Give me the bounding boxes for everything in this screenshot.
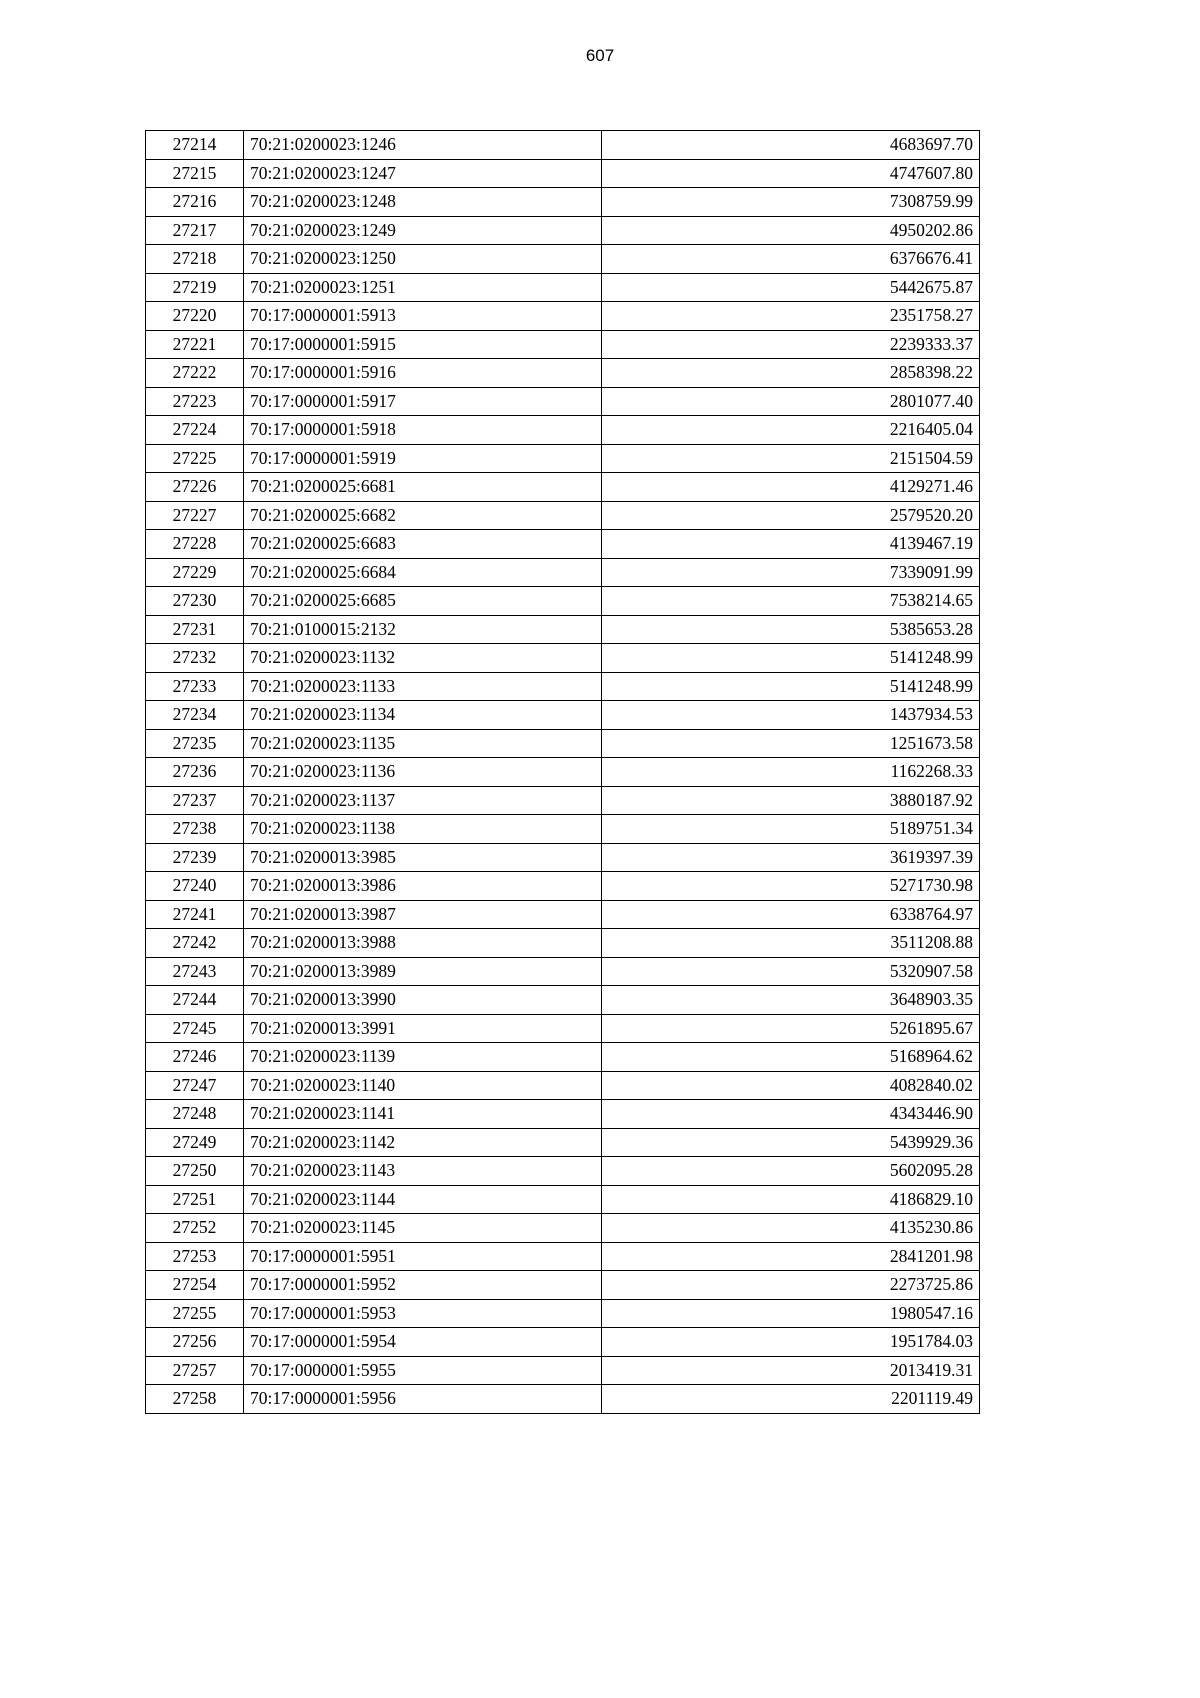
- table-row: [146, 216, 980, 245]
- row-value: 6338764.97: [602, 900, 980, 929]
- row-value: 3511208.88: [602, 929, 980, 958]
- row-value: 4683697.70: [602, 131, 980, 160]
- row-index: 27251: [146, 1185, 244, 1214]
- row-value: 4082840.02: [602, 1071, 980, 1100]
- table-row: [146, 273, 980, 302]
- row-index: 27216: [146, 188, 244, 217]
- table-row: [146, 1185, 980, 1214]
- table-row: [146, 957, 980, 986]
- row-code: 70:17:0000001:5918: [244, 416, 602, 445]
- row-index: 27236: [146, 758, 244, 787]
- table-row: [146, 900, 980, 929]
- row-index: 27225: [146, 444, 244, 473]
- row-code: 70:21:0200023:1140: [244, 1071, 602, 1100]
- row-index: 27249: [146, 1128, 244, 1157]
- data-table: [145, 130, 980, 1414]
- table-row: [146, 1128, 980, 1157]
- row-value: 4747607.80: [602, 159, 980, 188]
- table-row: [146, 359, 980, 388]
- row-index: 27250: [146, 1157, 244, 1186]
- row-index: 27223: [146, 387, 244, 416]
- row-value: 1162268.33: [602, 758, 980, 787]
- row-code: 70:17:0000001:5953: [244, 1299, 602, 1328]
- row-value: 5385653.28: [602, 615, 980, 644]
- row-index: 27256: [146, 1328, 244, 1357]
- row-code: 70:17:0000001:5952: [244, 1271, 602, 1300]
- row-index: 27217: [146, 216, 244, 245]
- table-row: [146, 330, 980, 359]
- row-code: 70:17:0000001:5917: [244, 387, 602, 416]
- row-value: 2216405.04: [602, 416, 980, 445]
- table-row: [146, 1043, 980, 1072]
- row-index: 27252: [146, 1214, 244, 1243]
- row-code: 70:21:0200023:1145: [244, 1214, 602, 1243]
- row-code: 70:21:0200013:3987: [244, 900, 602, 929]
- row-index: 27233: [146, 672, 244, 701]
- row-value: 3880187.92: [602, 786, 980, 815]
- table-row: [146, 444, 980, 473]
- row-code: 70:21:0200023:1246: [244, 131, 602, 160]
- row-value: 2351758.27: [602, 302, 980, 331]
- row-code: 70:21:0200023:1141: [244, 1100, 602, 1129]
- table-row: [146, 1014, 980, 1043]
- row-code: 70:21:0200023:1142: [244, 1128, 602, 1157]
- table-row: [146, 131, 980, 160]
- table-row: [146, 1356, 980, 1385]
- table-row: [146, 701, 980, 730]
- row-index: 27234: [146, 701, 244, 730]
- row-code: 70:17:0000001:5954: [244, 1328, 602, 1357]
- table-row: [146, 1214, 980, 1243]
- row-value: 5168964.62: [602, 1043, 980, 1072]
- row-code: 70:21:0200023:1251: [244, 273, 602, 302]
- row-code: 70:21:0200013:3986: [244, 872, 602, 901]
- row-code: 70:21:0200023:1250: [244, 245, 602, 274]
- row-code: 70:21:0200023:1135: [244, 729, 602, 758]
- row-value: 1980547.16: [602, 1299, 980, 1328]
- row-index: 27230: [146, 587, 244, 616]
- row-index: 27240: [146, 872, 244, 901]
- row-value: 5602095.28: [602, 1157, 980, 1186]
- row-code: 70:21:0200023:1137: [244, 786, 602, 815]
- row-value: 5261895.67: [602, 1014, 980, 1043]
- row-value: 2579520.20: [602, 501, 980, 530]
- row-index: 27245: [146, 1014, 244, 1043]
- row-value: 5442675.87: [602, 273, 980, 302]
- table-row: [146, 558, 980, 587]
- table-row: [146, 530, 980, 559]
- row-value: 5439929.36: [602, 1128, 980, 1157]
- row-index: 27235: [146, 729, 244, 758]
- row-value: 5141248.99: [602, 672, 980, 701]
- row-index: 27257: [146, 1356, 244, 1385]
- row-value: 2273725.86: [602, 1271, 980, 1300]
- row-code: 70:21:0200023:1249: [244, 216, 602, 245]
- row-index: 27222: [146, 359, 244, 388]
- row-code: 70:21:0200023:1132: [244, 644, 602, 673]
- row-value: 1437934.53: [602, 701, 980, 730]
- row-index: 27255: [146, 1299, 244, 1328]
- row-index: 27237: [146, 786, 244, 815]
- row-index: 27221: [146, 330, 244, 359]
- table-body: [146, 131, 980, 1414]
- row-value: 3648903.35: [602, 986, 980, 1015]
- page-number: 607: [585, 46, 615, 65]
- row-code: 70:21:0200013:3989: [244, 957, 602, 986]
- row-value: 1951784.03: [602, 1328, 980, 1357]
- row-index: 27247: [146, 1071, 244, 1100]
- row-value: 5320907.58: [602, 957, 980, 986]
- row-index: 27242: [146, 929, 244, 958]
- table-row: [146, 843, 980, 872]
- row-code: 70:17:0000001:5955: [244, 1356, 602, 1385]
- row-value: 2201119.49: [602, 1385, 980, 1414]
- row-index: 27254: [146, 1271, 244, 1300]
- row-index: 27258: [146, 1385, 244, 1414]
- row-value: 4139467.19: [602, 530, 980, 559]
- table-row: [146, 758, 980, 787]
- row-value: 2151504.59: [602, 444, 980, 473]
- row-code: 70:21:0200025:6682: [244, 501, 602, 530]
- table-row: [146, 416, 980, 445]
- row-code: 70:21:0200023:1143: [244, 1157, 602, 1186]
- row-code: 70:17:0000001:5913: [244, 302, 602, 331]
- row-code: 70:17:0000001:5915: [244, 330, 602, 359]
- row-code: 70:21:0200013:3990: [244, 986, 602, 1015]
- row-index: 27243: [146, 957, 244, 986]
- row-index: 27220: [146, 302, 244, 331]
- row-value: 2858398.22: [602, 359, 980, 388]
- table-row: [146, 159, 980, 188]
- row-code: 70:21:0200023:1139: [244, 1043, 602, 1072]
- row-code: 70:21:0200013:3985: [244, 843, 602, 872]
- table-row: [146, 1242, 980, 1271]
- table-row: [146, 1328, 980, 1357]
- row-code: 70:21:0200025:6684: [244, 558, 602, 587]
- row-code: 70:17:0000001:5956: [244, 1385, 602, 1414]
- row-code: 70:21:0200025:6685: [244, 587, 602, 616]
- table-row: [146, 729, 980, 758]
- row-value: 4135230.86: [602, 1214, 980, 1243]
- row-value: 2013419.31: [602, 1356, 980, 1385]
- row-code: 70:21:0100015:2132: [244, 615, 602, 644]
- row-index: 27244: [146, 986, 244, 1015]
- table-row: [146, 1271, 980, 1300]
- row-index: 27246: [146, 1043, 244, 1072]
- row-code: 70:21:0200023:1133: [244, 672, 602, 701]
- row-value: 6376676.41: [602, 245, 980, 274]
- table-row: [146, 587, 980, 616]
- row-code: 70:21:0200023:1248: [244, 188, 602, 217]
- row-value: 4950202.86: [602, 216, 980, 245]
- row-value: 2801077.40: [602, 387, 980, 416]
- row-code: 70:17:0000001:5916: [244, 359, 602, 388]
- table-row: [146, 1071, 980, 1100]
- table-row: [146, 644, 980, 673]
- row-code: 70:21:0200025:6681: [244, 473, 602, 502]
- row-code: 70:21:0200023:1138: [244, 815, 602, 844]
- row-index: 27253: [146, 1242, 244, 1271]
- row-value: 2239333.37: [602, 330, 980, 359]
- row-code: 70:17:0000001:5919: [244, 444, 602, 473]
- table-row: [146, 786, 980, 815]
- row-value: 4186829.10: [602, 1185, 980, 1214]
- row-index: 27248: [146, 1100, 244, 1129]
- table-row: [146, 672, 980, 701]
- row-index: 27224: [146, 416, 244, 445]
- row-value: 7308759.99: [602, 188, 980, 217]
- table-row: [146, 501, 980, 530]
- row-code: 70:21:0200023:1144: [244, 1185, 602, 1214]
- row-value: 3619397.39: [602, 843, 980, 872]
- table-row: [146, 387, 980, 416]
- row-index: 27238: [146, 815, 244, 844]
- table-row: [146, 1100, 980, 1129]
- row-index: 27229: [146, 558, 244, 587]
- row-index: 27215: [146, 159, 244, 188]
- row-index: 27241: [146, 900, 244, 929]
- row-value: 5141248.99: [602, 644, 980, 673]
- row-index: 27239: [146, 843, 244, 872]
- row-value: 7538214.65: [602, 587, 980, 616]
- row-value: 7339091.99: [602, 558, 980, 587]
- table-row: [146, 188, 980, 217]
- row-code: 70:21:0200013:3988: [244, 929, 602, 958]
- row-value: 4343446.90: [602, 1100, 980, 1129]
- table-row: [146, 615, 980, 644]
- table-row: [146, 872, 980, 901]
- row-index: 27218: [146, 245, 244, 274]
- table-row: [146, 1385, 980, 1414]
- row-index: 27228: [146, 530, 244, 559]
- table-row: [146, 986, 980, 1015]
- row-value: 1251673.58: [602, 729, 980, 758]
- table-row: [146, 245, 980, 274]
- row-index: 27226: [146, 473, 244, 502]
- table-row: [146, 815, 980, 844]
- row-index: 27231: [146, 615, 244, 644]
- row-value: 4129271.46: [602, 473, 980, 502]
- row-index: 27232: [146, 644, 244, 673]
- table-row: [146, 1299, 980, 1328]
- table-row: [146, 302, 980, 331]
- row-value: 5189751.34: [602, 815, 980, 844]
- row-value: 2841201.98: [602, 1242, 980, 1271]
- row-code: 70:21:0200025:6683: [244, 530, 602, 559]
- row-value: 5271730.98: [602, 872, 980, 901]
- table-row: [146, 929, 980, 958]
- table-row: [146, 473, 980, 502]
- row-code: 70:21:0200023:1247: [244, 159, 602, 188]
- row-index: 27214: [146, 131, 244, 160]
- row-code: 70:21:0200023:1136: [244, 758, 602, 787]
- row-code: 70:21:0200023:1134: [244, 701, 602, 730]
- row-index: 27227: [146, 501, 244, 530]
- row-code: 70:17:0000001:5951: [244, 1242, 602, 1271]
- row-code: 70:21:0200013:3991: [244, 1014, 602, 1043]
- table-row: [146, 1157, 980, 1186]
- row-index: 27219: [146, 273, 244, 302]
